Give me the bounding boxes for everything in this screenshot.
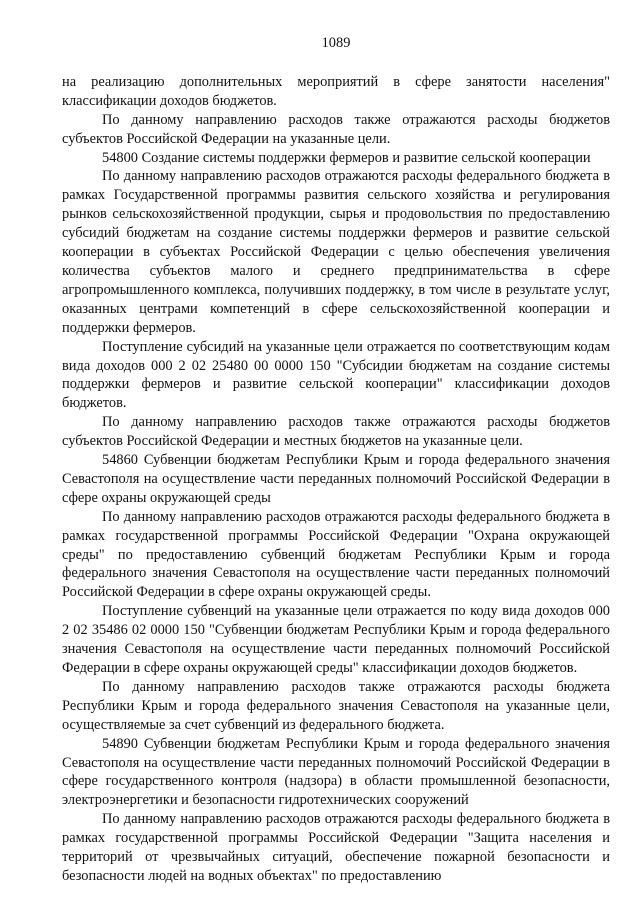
paragraph-1: на реализацию дополнительных мероприятий в сфере занятости населения" классификации доходов бюджетов.: [62, 73, 610, 109]
section-heading-54890: 54890 Субвенции бюджетам Республики Крым и города федерального значения Севастополя на осуществление части переданных полномочий Российской Федерации в сфере государственного контроля (надзора) в области промышленной безопасности, электроэнергетики и безопасности гидротехнических сооружений: [62, 735, 610, 809]
paragraph-2: По данному направлению расходов также отражаются расходы бюджетов субъектов Российской Федерации на указанные цели.: [62, 111, 610, 147]
document-page: [62, 34, 610, 886]
paragraph-6: По данному направлению расходов также отражаются расходы бюджетов субъектов Российской Федерации и местных бюджетов на указанные цели.: [62, 414, 610, 450]
section-heading-54860: 54860 Субвенции бюджетам Республики Крым и города федерального значения Севастополя на осуществление части переданных полномочий Российской Федерации в сфере охраны окружающей среды: [62, 452, 610, 506]
paragraph-10: По данному направлению расходов также отражаются расходы бюджета Республики Крым и города федерального значения Севастополя на указанные цели, осуществляемые за счет субвенций из федерального бюджета.: [62, 678, 610, 733]
paragraph-8: По данному направлению расходов отражаются расходы федерального бюджета в рамках государственной программы Российской Федерации "Охрана окружающей среды" по предоставлению субвенций бюджетам Республики Крым и города федерального значения Севастополя на осуществление части переданных полномочий Российской Федерации в сфере охраны окружающей среды.: [62, 508, 610, 601]
paragraph-4: По данному направлению расходов отражаются расходы федерального бюджета в рамках Государственной программы развития сельского хозяйства и регулирования рынков сельскохозяйственной продукции, сырья и продовольствия по предоставлению субсидий бюджетам на создание системы поддержки фермеров и развитие сельской кооперации в субъектах Российской Федерации с целью обеспечения увеличения количества субъектов малого и среднего предпринимательства в сфере агропромышленного комплекса, получивших поддержку, в том числе в результате услуг, оказанных центрами компетенций в сфере сельскохозяйственной кооперации и поддержки фермеров.: [62, 168, 610, 336]
paragraph-5: Поступление субсидий на указанные цели отражается по соответствующим кодам вида доходов 000 2 02 25480 00 0000 150 "Субсидии бюджетам на создание системы поддержки фермеров и развитие сельской кооперации" классификации доходов бюджетов.: [62, 338, 610, 412]
section-heading-54800: 54800 Создание системы поддержки фермеров и развитие сельской кооперации: [102, 149, 591, 166]
page-number: 1089: [321, 35, 351, 51]
paragraph-12: По данному направлению расходов отражаются расходы федерального бюджета в рамках государственной программы Российской Федерации "Защита населения и территорий от чрезвычайных ситуаций, обеспечение пожарной безопасности и безопасности людей на водных объектах" по предоставлению: [62, 811, 610, 884]
paragraph-9: Поступление субвенций на указанные цели отражается по коду вида доходов 000 2 02 35486 02 0000 150 "Субвенции бюджетам Республики Крым и города федерального значения Севастополя на осуществление части переданных полномочий Российской Федерации в сфере охраны окружающей среды" классификации доходов бюджетов.: [62, 603, 610, 676]
